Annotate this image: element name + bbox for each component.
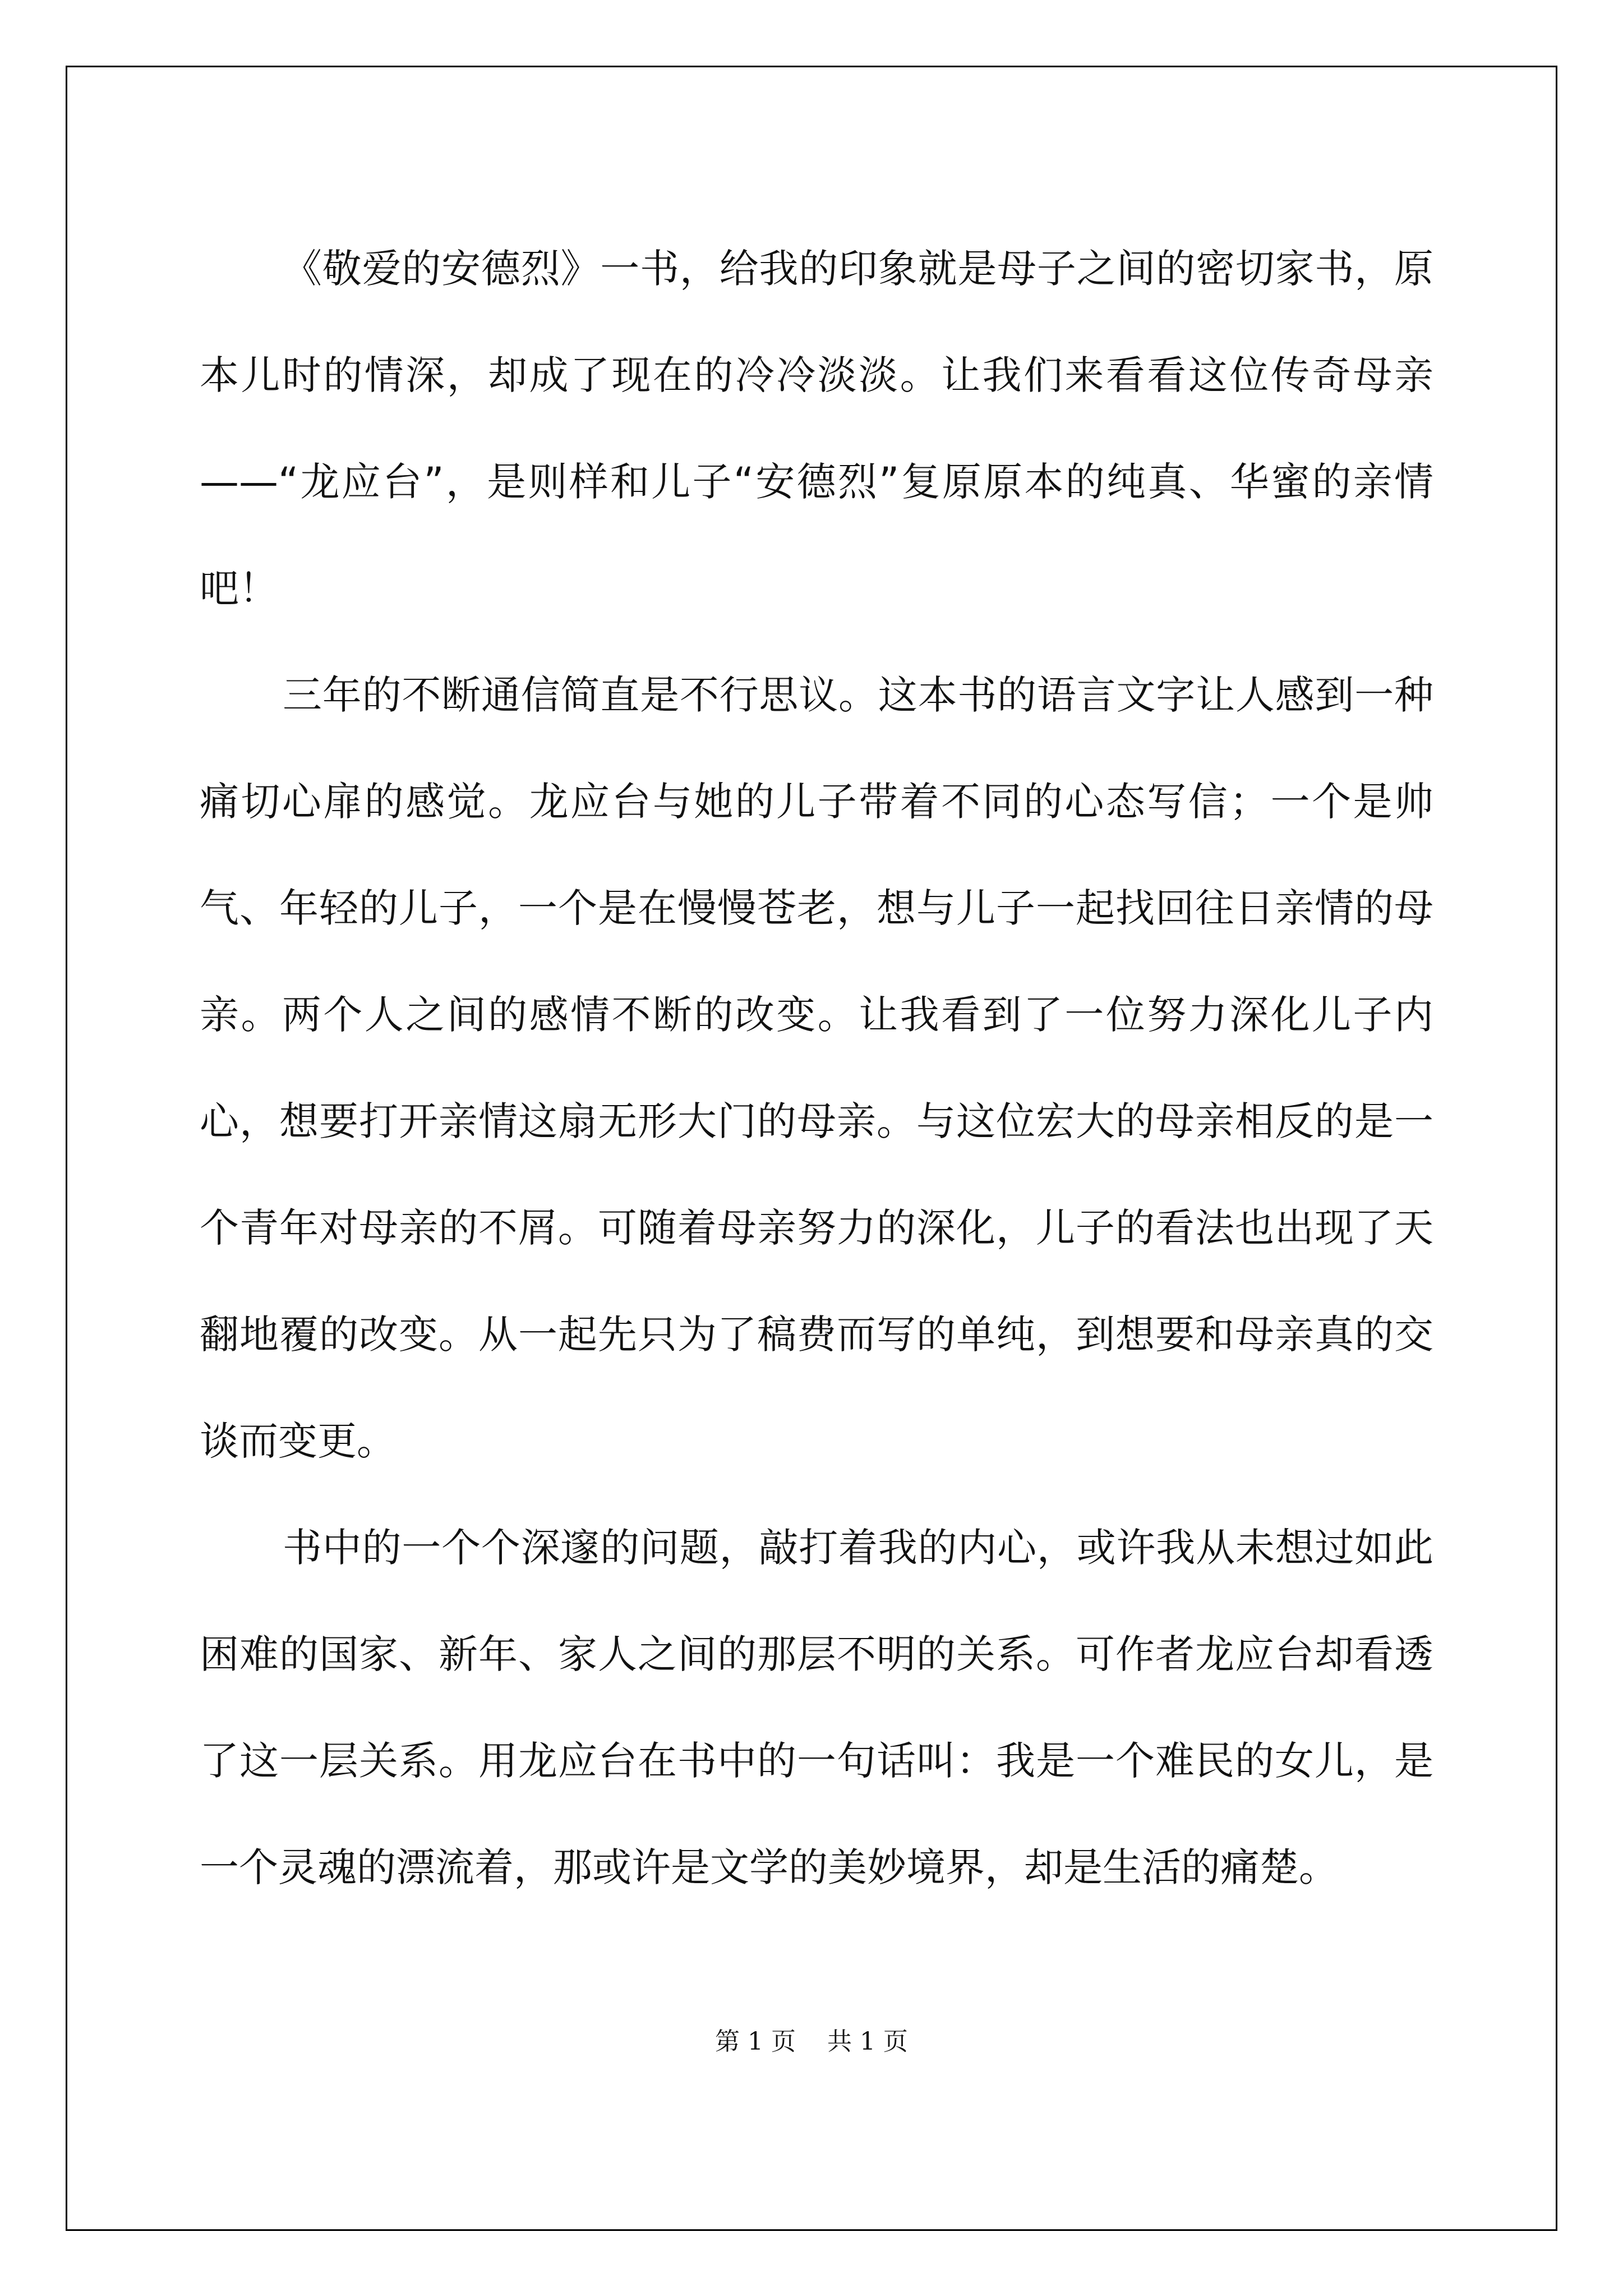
paragraph-2: 三年的不断通信简直是不行思议。这本书的语言文字让人感到一种痛切心扉的感觉。龙应台与她的儿子带着不同的心态写信；一个是帅气、年轻的儿子，一个是在慢慢苍老，想与儿子一起找回往日亲情的母亲。两个人之间的感情不断的改变。让我看到了一位努力深化儿子内心，想要打开亲情这扇无形大门的母亲。与这位宏大的母亲相反的是一个青年对母亲的不屑。可随着母亲努力的深化，儿子的看法也出现了天翻地覆的改变。从一起先只为了稿费而写的单纯，到想要和母亲真的交谈而变更。 (200, 672, 1433, 1464)
page-number-footer: 第 1 页 共 1 页 (715, 2027, 908, 2056)
paragraph-3: 书中的一个个深邃的问题，敲打着我的内心，或许我从未想过如此困难的国家、新年、家人之间的那层不明的关系。可作者龙应台却看透了这一层关系。用龙应台在书中的一句话叫：我是一个难民的女儿，是一个灵魂的漂流着，那或许是文学的美妙境界，却是生活的痛楚。 (200, 1525, 1433, 1890)
document-body (200, 215, 1433, 1921)
paragraph-1: 《敬爱的安德烈》一书，给我的印象就是母子之间的密切家书，原本儿时的情深，却成了现在的冷冷淡淡。让我们来看看这位传奇母亲——“龙应台”，是则样和儿子“安德烈”复原原本的纯真、华蜜的亲情吧！ (200, 246, 1433, 611)
